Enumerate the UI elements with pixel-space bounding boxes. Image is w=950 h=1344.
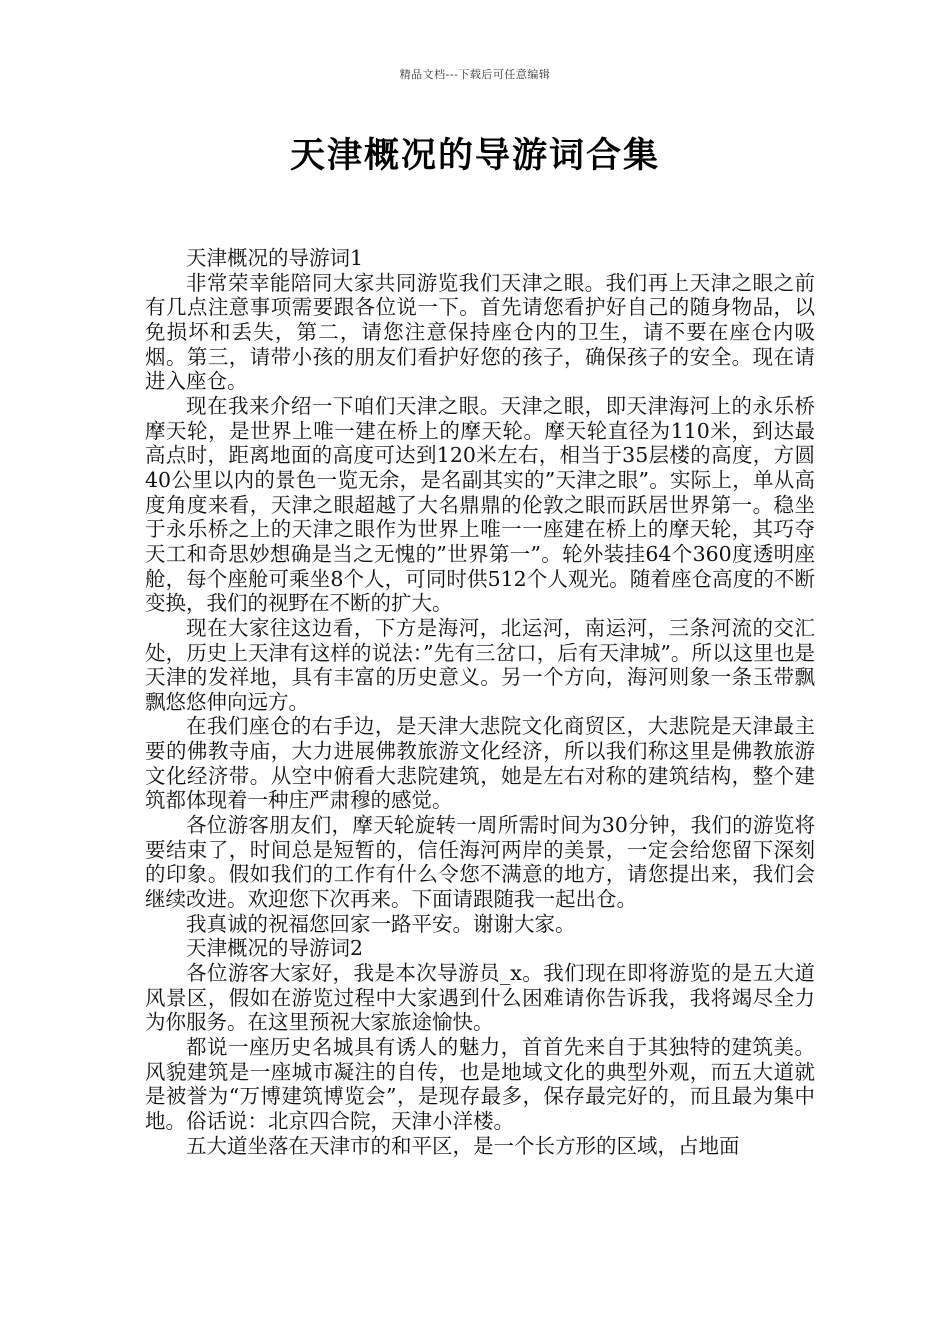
paragraph: 现在大家往这边看，下方是海河，北运河，南运河，三条河流的交汇处，历史上天津有这样的说法：”先有三岔口，后有天津城”。所以这里也是天津的发祥地，具有丰富的历史意义。另一个方向，海河则象一条玉带飘飘悠悠伸向远方。 (145, 615, 815, 714)
paragraph: 非常荣幸能陪同大家共同游览我们天津之眼。我们再上天津之眼之前有几点注意事项需要跟各位说一下。首先请您看护好自己的随身物品，以免损坏和丢失，第二，请您注意保持座仓内的卫生，请不要在座仓内吸烟。第三，请带小孩的朋友们看护好您的孩子，确保孩子的安全。现在请进入座仓。 (145, 270, 815, 394)
paragraph: 各位游客朋友们，摩天轮旋转一周所需时间为30分钟，我们的游览将要结束了，时间总是短暂的，信任海河两岸的美景，一定会给您留下深刻的印象。假如我们的工作有什么令您不满意的地方，请您提出来，我们会继续改进。欢迎您下次再来。下面请跟随我一起出仓。 (145, 813, 815, 912)
paragraph: 各位游客大家好，我是本次导游员_x。我们现在即将游览的是五大道风景区，假如在游览过程中大家遇到什么困难请你告诉我，我将竭尽全力为你服务。在这里预祝大家旅途愉快。 (145, 961, 815, 1035)
document-title: 天津概况的导游词合集 (289, 136, 660, 176)
paragraph: 五大道坐落在天津市的和平区，是一个长方形的区域，占地面 (186, 1133, 740, 1158)
paragraph: 在我们座仓的右手边，是天津大悲院文化商贸区，大悲院是天津最主要的佛教寺庙，大力进展佛教旅游文化经济，所以我们称这里是佛教旅游文化经济带。从空中俯看大悲院建筑，她是左右对称的建筑结构，整个建筑都体现着一种庄严肃穆的感觉。 (145, 714, 815, 813)
section-heading-1: 天津概况的导游词1 (186, 246, 364, 270)
document-body (145, 246, 815, 1158)
paragraph: 现在我来介绍一下咱们天津之眼。天津之眼，即天津海河上的永乐桥摩天轮，是世界上唯一建在桥上的摩天轮。摩天轮直径为110米，到达最高点时，距离地面的高度可达到120米左右，相当于35层楼的高度，方圆40公里以内的景色一览无余，是名副其实的”天津之眼”。实际上，单从高度角度来看，天津之眼超越了大名鼎鼎的伦敦之眼而跃居世界第一。稳坐于永乐桥之上的天津之眼作为世界上唯一一座建在桥上的摩天轮，其巧夺天工和奇思妙想确是当之无愧的”世界第一”。轮外装挂64个360度透明座舱，每个座舱可乘坐8个人，可同时供512个人观光。随着座仓高度的不断变换，我们的视野在不断的扩大。 (145, 393, 815, 616)
section-heading-2: 天津概况的导游词2 (186, 936, 364, 961)
paragraph: 我真诚的祝福您回家一路平安。谢谢大家。 (186, 911, 576, 936)
header-note: 精品文档---下载后可任意编辑 (399, 68, 551, 81)
paragraph: 都说一座历史名城具有诱人的魅力，首首先来自于其独特的建筑美。风貌建筑是一座城市凝注的自传，也是地域文化的典型外观，而五大道就是被誉为“万博建筑博览会”，是现存最多，保存最完好的，而且最为集中地。俗话说：北京四合院，天津小洋楼。 (145, 1035, 815, 1133)
